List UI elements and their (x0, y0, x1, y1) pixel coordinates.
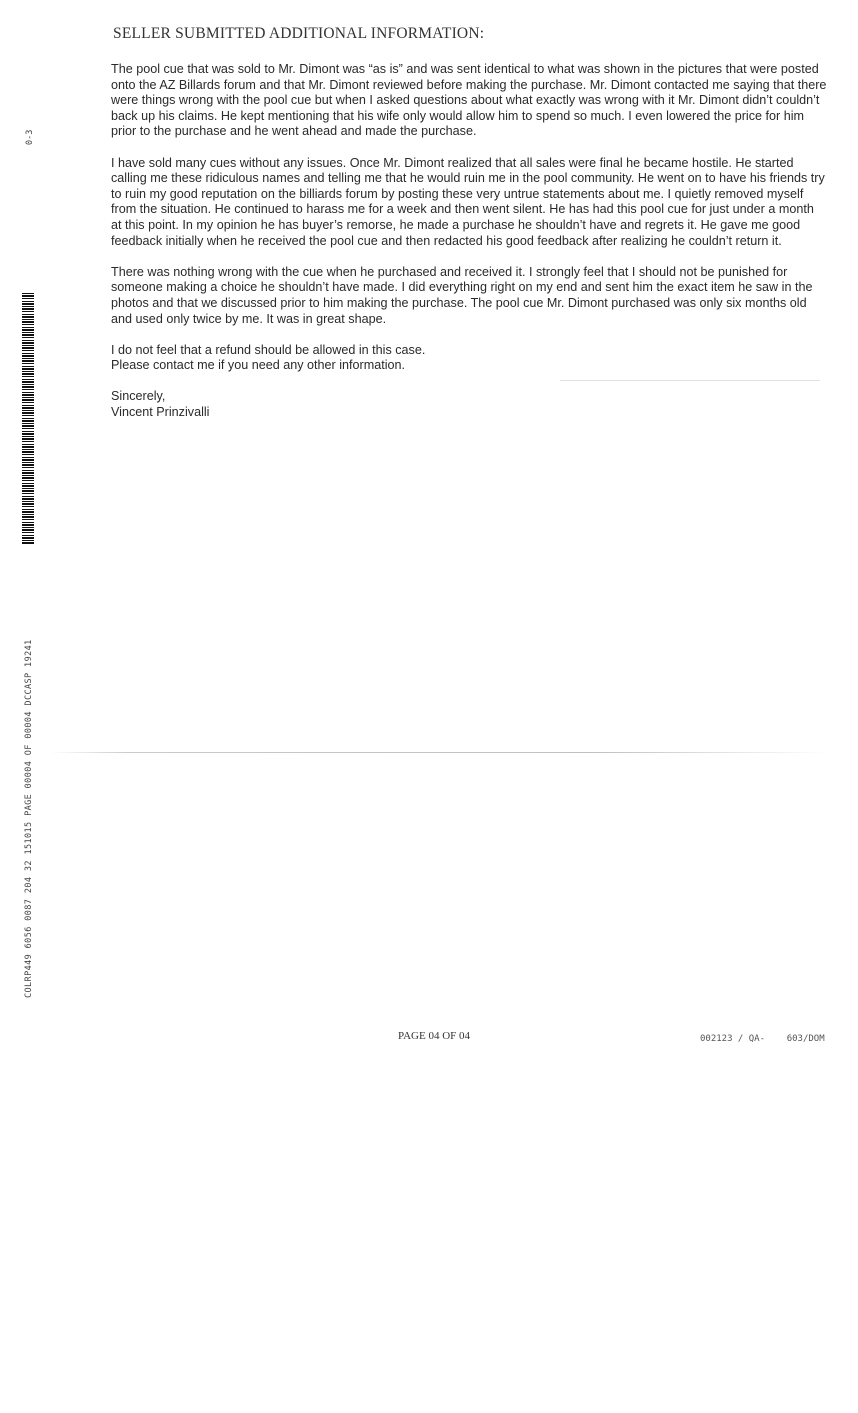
scan-artifact-line (560, 380, 820, 381)
contact-statement: Please contact me if you need any other information. (111, 358, 406, 373)
closing-salutation: Sincerely, (111, 389, 166, 404)
margin-code-top: 0-3 (25, 129, 35, 145)
document-code: 002123 / QA- 603/DOM (700, 1034, 825, 1044)
paragraph-2: I have sold many cues without any issues. Once Mr. Dimont realized that all sales were final he became hostile. He started calling me these ridiculous names and telling me that he would ruin me in the pool community. He went on to have his friends try to ruin my good reputation on the billiards forum by posting these very untrue statements about me. I quietly removed myself from the situation. He continued to harass me for a week and then went silent. He has had this pool cue for just under a month at this point. In my opinion he has buyer’s remorse, he made a purchase he shouldn’t have and regrets it. He gave me good feedback initially when he received the pool cue and then redacted his good feedback after realizing he couldn’t return it. (111, 155, 825, 248)
paragraph-1: The pool cue that was sold to Mr. Dimont was “as is” and was sent identical to what was shown in the pictures that were posted onto the AZ Billards forum and that Mr. Dimont reviewed before making the purchase. Mr. Dimont contacted me saying that there were things wrong with the pool cue but when I asked questions about what exactly was wrong with it Mr. Dimont didn’t couldn’t back up his claims. He kept mentioning that his wife only would allow him to spend so much. I even lowered the price for him prior to the purchase and he went ahead and made the purchase. (111, 62, 827, 139)
paragraph-3: There was nothing wrong with the cue when he purchased and received it. I strongly feel that I should not be punished for someone making a choice he shouldn’t have made. I did everything right on my end and sent him the exact item he saw in the photos and that we discussed prior to him making the purchase. The pool cue Mr. Dimont purchased was only six months old and used only twice by me. It was in great shape. (111, 264, 813, 326)
refund-statement: I do not feel that a refund should be allowed in this case. (111, 342, 426, 357)
margin-code-bottom: COLRP449 6056 0087 204 32 151015 PAGE 00004 OF 00004 DCCASP 19241 (24, 639, 34, 998)
barcode (22, 293, 34, 545)
page-number: PAGE 04 OF 04 (398, 1030, 471, 1042)
document-body (111, 62, 827, 421)
fold-line (50, 752, 830, 753)
signature-block (111, 389, 827, 420)
signature-name: Vincent Prinzivalli (111, 405, 210, 420)
document-heading: SELLER SUBMITTED ADDITIONAL INFORMATION: (113, 25, 485, 42)
